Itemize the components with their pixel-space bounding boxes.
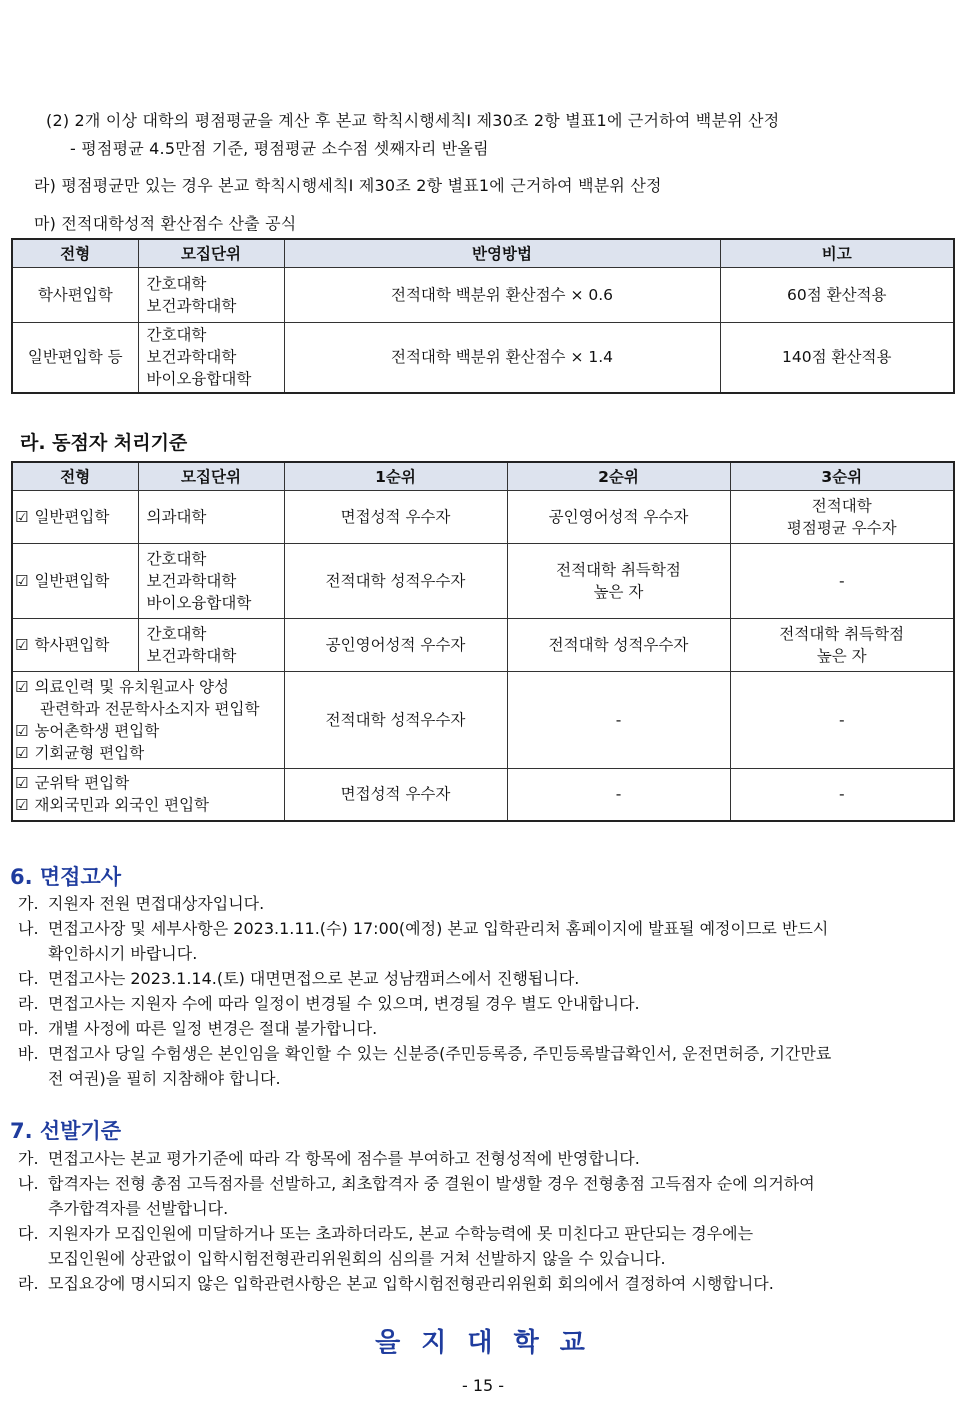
type-text: 재외국민과 외국인 편입학 (34, 796, 210, 815)
type-line (15, 676, 280, 698)
item-key: 나. (18, 1174, 39, 1193)
table-cell: 면접성적 우수자 (284, 769, 507, 821)
section-title: 7. 선발기준 (10, 1119, 122, 1143)
type-line (15, 742, 280, 764)
table-cell: 의과대학 (138, 491, 284, 544)
item-text: 면접고사는 본교 평가기준에 따라 각 항목에 점수를 부여하고 전형성적에 반영합니다. (48, 1149, 640, 1168)
unit-text: 보건과학대학 (146, 297, 237, 315)
unit-text: 바이오융합대학 (146, 594, 252, 612)
list-item (18, 1041, 948, 1091)
list-item (18, 991, 948, 1016)
table-row (12, 769, 954, 821)
item-key: 나. (18, 919, 39, 938)
table-cell (730, 619, 954, 672)
table-header: 반영방법 (284, 239, 720, 268)
cell-text: 전적대학 (811, 497, 872, 515)
table-cell (12, 672, 284, 769)
list-item (18, 1146, 948, 1171)
table-cell: - (507, 769, 730, 821)
item-text: 추가합격자를 선발합니다. (48, 1199, 229, 1218)
list-item (18, 966, 948, 991)
table-cell (138, 619, 284, 672)
table-row (12, 491, 954, 544)
checkbox-icon: ☑ (15, 744, 29, 762)
table-cell (138, 544, 284, 619)
item-text: 면접고사장 및 세부사항은 2023.1.11.(수) 17:00(예정) 본교 입학관리처 홈페이지에 발표될 예정이므로 반드시 (48, 919, 829, 938)
cell-text: 전적대학 취득학점 (556, 561, 681, 579)
unit-text: 간호대학 (146, 625, 207, 643)
item-text: 개별 사정에 따른 일정 변경은 절대 불가합니다. (48, 1019, 378, 1038)
type-text: 기회균형 편입학 (34, 744, 145, 762)
table-cell: 학사편입학 (12, 268, 138, 323)
unit-text: 간호대학 (146, 550, 207, 568)
item-text: 면접고사는 지원자 수에 따라 일정이 변경될 수 있으며, 변경될 경우 별도 안내합니다. (48, 994, 640, 1013)
type-text: 의료인력 및 유치원교사 양성 (34, 678, 229, 696)
table-cell: - (730, 544, 954, 619)
table-cell: 공인영어성적 우수자 (507, 491, 730, 544)
item-text: 지원자가 모집인원에 미달하거나 또는 초과하더라도, 본교 수학능력에 못 미친다고 판단되는 경우에는 (48, 1224, 754, 1243)
cell-text: 전적대학 취득학점 (779, 625, 905, 643)
type-text: 관련학과 전문학사소지자 편입학 (40, 700, 260, 718)
type-text: 일반편입학 (34, 508, 110, 526)
table-header: 1순위 (284, 462, 507, 491)
text-line: - 평점평균 4.5만점 기준, 평점평균 소수점 셋째자리 반올림 (70, 139, 489, 158)
text-line: 라) 평점평균만 있는 경우 본교 학칙시행세칙Ⅰ 제30조 2항 별표1에 근거하여 백분위 산정 (34, 176, 662, 195)
type-line (15, 772, 280, 794)
table-cell (730, 491, 954, 544)
table-row (12, 544, 954, 619)
list-item (18, 1221, 948, 1271)
table-cell: 면접성적 우수자 (284, 491, 507, 544)
table-cell (12, 544, 138, 619)
conversion-table (11, 238, 955, 394)
section-title: 6. 면접고사 (10, 865, 122, 889)
tie-break-table (11, 461, 955, 822)
item-key: 라. (18, 1274, 39, 1293)
cell-text: 높은 자 (593, 583, 644, 601)
unit-text: 보건과학대학 (146, 572, 237, 590)
table-header: 2순위 (507, 462, 730, 491)
cell-text: 평점평균 우수자 (786, 519, 897, 537)
item-key: 마. (18, 1019, 39, 1038)
table-cell: - (507, 672, 730, 769)
list-item (18, 1016, 948, 1041)
table-cell: 전적대학 성적우수자 (507, 619, 730, 672)
item-text: 면접고사는 2023.1.14.(토) 대면면접으로 본교 성남캠퍼스에서 진행됩니다. (48, 969, 580, 988)
type-text: 군위탁 편입학 (34, 774, 130, 793)
table-cell (138, 323, 284, 393)
item-key: 다. (18, 1224, 39, 1243)
checkbox-icon: ☑ (15, 678, 29, 696)
text-line: 마) 전적대학성적 환산점수 산출 공식 (34, 214, 297, 233)
table-row (12, 323, 954, 393)
tie-heading: 라. 동점자 처리기준 (20, 432, 188, 454)
cell-text: 높은 자 (816, 647, 867, 665)
table-header: 전형 (12, 462, 138, 491)
item-text: 지원자 전원 면접대상자입니다. (48, 894, 265, 913)
unit-text: 보건과학대학 (146, 348, 237, 367)
table-cell (12, 619, 138, 672)
table-cell: 전적대학 성적우수자 (284, 672, 507, 769)
item-key: 바. (18, 1044, 39, 1063)
list-item (18, 891, 948, 916)
table-header: 비고 (720, 239, 954, 268)
table-header: 전형 (12, 239, 138, 268)
table-cell: 일반편입학 등 (12, 323, 138, 393)
table-cell: 140점 환산적용 (720, 323, 954, 393)
item-text: 확인하시기 바랍니다. (48, 944, 198, 963)
table-cell: - (730, 672, 954, 769)
text-line: (2) 2개 이상 대학의 평점평균을 계산 후 본교 학칙시행세칙Ⅰ 제30조 2항 별표1에 근거하여 백분위 산정 (46, 111, 780, 130)
list-item (18, 916, 948, 966)
table-cell (12, 491, 138, 544)
type-text: 일반편입학 (34, 572, 110, 590)
item-text: 전 여권)을 필히 지참해야 합니다. (48, 1069, 281, 1088)
table-cell: 전적대학 백분위 환산점수 × 0.6 (284, 268, 720, 323)
page-number: - 15 - (461, 1376, 505, 1395)
type-line (15, 794, 280, 816)
checkbox-icon: ☑ (15, 508, 29, 526)
item-text: 모집인원에 상관없이 입학시험전형관리위원회의 심의를 거쳐 선발하지 않을 수 있습니다. (48, 1249, 666, 1268)
unit-text: 바이오융합대학 (146, 370, 252, 389)
item-key: 가. (18, 894, 39, 913)
checkbox-icon: ☑ (15, 774, 29, 793)
list-item (18, 1271, 948, 1296)
table-cell: 공인영어성적 우수자 (284, 619, 507, 672)
item-key: 라. (18, 994, 39, 1013)
table-row (12, 672, 954, 769)
table-cell (138, 268, 284, 323)
table-cell: 60점 환산적용 (720, 268, 954, 323)
unit-text: 보건과학대학 (146, 647, 237, 665)
list-item (18, 1171, 948, 1221)
table-cell (507, 544, 730, 619)
table-row (12, 619, 954, 672)
item-text: 합격자는 전형 총점 고득점자를 선발하고, 최초합격자 중 결원이 발생할 경우 전형총점 고득점자 순에 의거하여 (48, 1174, 815, 1193)
item-key: 가. (18, 1149, 39, 1168)
table-cell (12, 769, 284, 821)
checkbox-icon: ☑ (15, 636, 29, 654)
unit-text: 간호대학 (146, 326, 207, 345)
item-key: 다. (18, 969, 39, 988)
table-header: 모집단위 (138, 239, 284, 268)
university-name: 을 지 대 학 교 (375, 1328, 591, 1358)
type-line (15, 720, 280, 742)
table-header: 3순위 (730, 462, 954, 491)
table-cell: - (730, 769, 954, 821)
table-row (12, 268, 954, 323)
table-cell: 전적대학 성적우수자 (284, 544, 507, 619)
table-cell: 전적대학 백분위 환산점수 × 1.4 (284, 323, 720, 393)
checkbox-icon: ☑ (15, 722, 29, 740)
table-header: 모집단위 (138, 462, 284, 491)
item-text: 면접고사 당일 수험생은 본인임을 확인할 수 있는 신분증(주민등록증, 주민등록발급확인서, 운전면허증, 기간만료 (48, 1044, 832, 1063)
checkbox-icon: ☑ (15, 796, 29, 815)
type-text: 농어촌학생 편입학 (34, 722, 160, 740)
type-text: 학사편입학 (34, 636, 110, 654)
checkbox-icon: ☑ (15, 572, 29, 590)
item-text: 모집요강에 명시되지 않은 입학관련사항은 본교 입학시험전형관리위원회 회의에서 결정하여 시행합니다. (48, 1274, 774, 1293)
unit-text: 간호대학 (146, 275, 207, 293)
